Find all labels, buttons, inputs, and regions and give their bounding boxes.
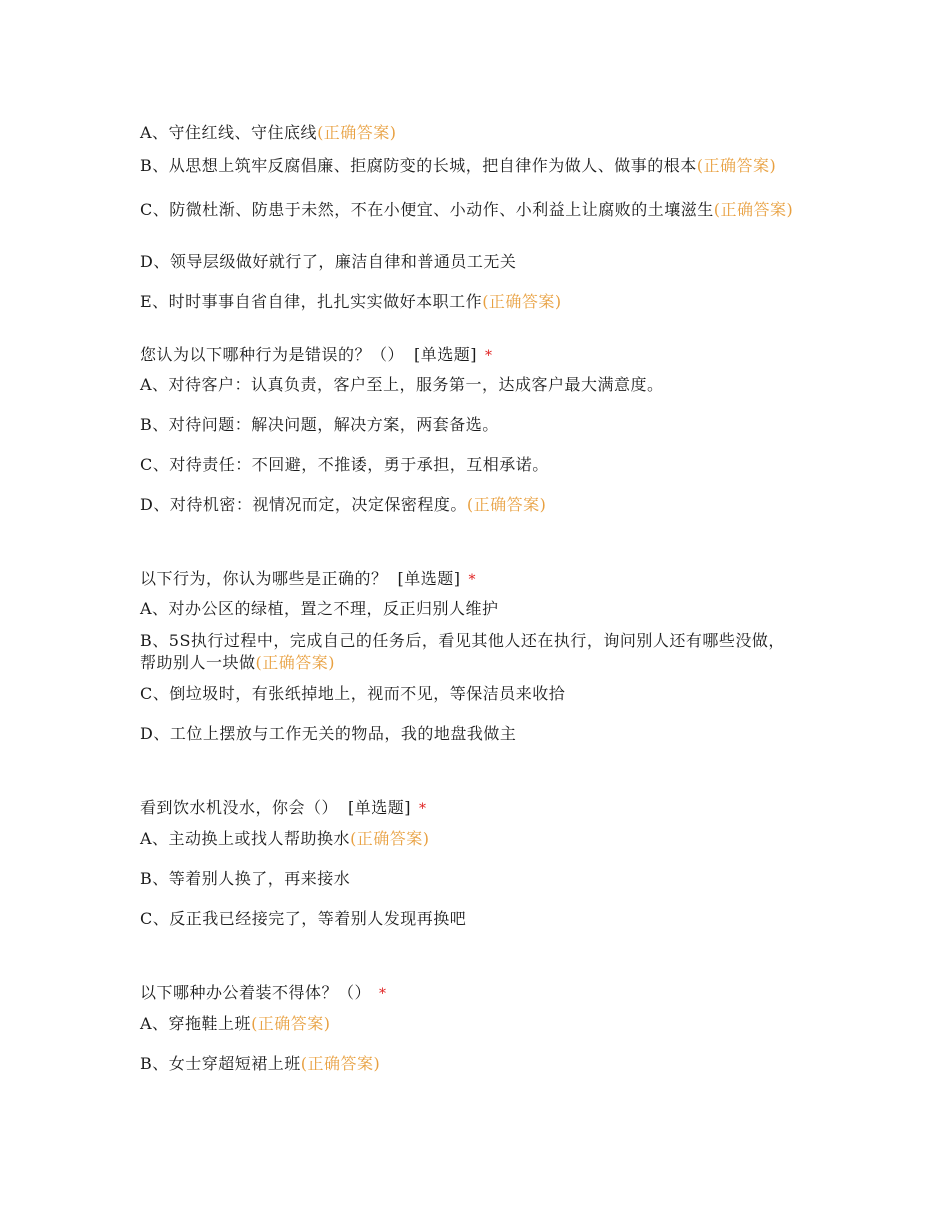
option-e: E、时时事事自省自律，扎扎实实做好本职工作(正确答案)	[140, 292, 562, 311]
option-b: B、从思想上筑牢反腐倡廉、拒腐防变的长城，把自律作为做人、做事的根本(正确答案)	[140, 156, 777, 175]
question-title: 以下行为，你认为哪些是正确的？ [单选题] *	[140, 569, 477, 588]
option-a: A、穿拖鞋上班(正确答案)	[140, 1014, 331, 1033]
option-b: B、等着别人换了，再来接水	[140, 869, 351, 888]
required-marker: *	[485, 348, 493, 364]
correct-answer-tag: (正确答案)	[466, 495, 547, 514]
option-a: A、主动换上或找人帮助换水(正确答案)	[140, 829, 430, 848]
option-c: C、对待责任：不回避，不推诿，勇于承担，互相承诺。	[140, 455, 549, 474]
option-a: A、对办公区的绿植，置之不理，反正归别人维护	[140, 599, 499, 618]
option-c: C、防微杜渐、防患于未然，不在小便宜、小动作、小利益上让腐败的土壤滋生(正确答案)	[140, 200, 794, 219]
option-b: B、5S执行过程中，完成自己的任务后，看见其他人还在执行，询问别人还有哪些没做，帮助别人一块做(正确答案)	[140, 631, 785, 672]
option-a: A、守住红线、守住底线(正确答案)	[140, 123, 397, 142]
correct-answer-tag: (正确答案)	[713, 200, 794, 219]
question-title: 看到饮水机没水，你会（） [单选题] *	[140, 798, 427, 817]
question-type: [单选题]	[348, 798, 412, 817]
correct-answer-tag: (正确答案)	[255, 653, 336, 672]
question-type: [单选题]	[397, 569, 461, 588]
required-marker: *	[468, 572, 477, 588]
required-marker: *	[379, 986, 387, 1002]
option-d: D、对待机密：视情况而定，决定保密程度。(正确答案)	[140, 495, 547, 514]
correct-answer-tag: (正确答案)	[251, 1014, 331, 1033]
option-c: C、倒垃圾时，有张纸掉地上，视而不见，等保洁员来收拾	[140, 684, 566, 703]
correct-answer-tag: (正确答案)	[350, 829, 430, 848]
question-type: [单选题]	[414, 345, 478, 364]
option-d: D、领导层级做好就行了，廉洁自律和普通员工无关	[140, 252, 517, 271]
correct-answer-tag: (正确答案)	[482, 292, 562, 311]
question-title: 您认为以下哪种行为是错误的？（） [单选题] *	[140, 345, 493, 364]
correct-answer-tag: (正确答案)	[696, 156, 777, 175]
correct-answer-tag: (正确答案)	[300, 1054, 381, 1073]
required-marker: *	[419, 801, 427, 817]
option-b: B、女士穿超短裙上班(正确答案)	[140, 1054, 381, 1073]
question-title: 以下哪种办公着装不得体？（） *	[140, 983, 387, 1002]
option-d: D、工位上摆放与工作无关的物品，我的地盘我做主	[140, 724, 517, 743]
option-a: A、对待客户：认真负责，客户至上，服务第一，达成客户最大满意度。	[140, 375, 664, 394]
correct-answer-tag: (正确答案)	[317, 123, 397, 142]
option-b: B、对待问题：解决问题，解决方案，两套备选。	[140, 415, 499, 434]
option-c: C、反正我已经接完了，等着别人发现再换吧	[140, 909, 467, 928]
